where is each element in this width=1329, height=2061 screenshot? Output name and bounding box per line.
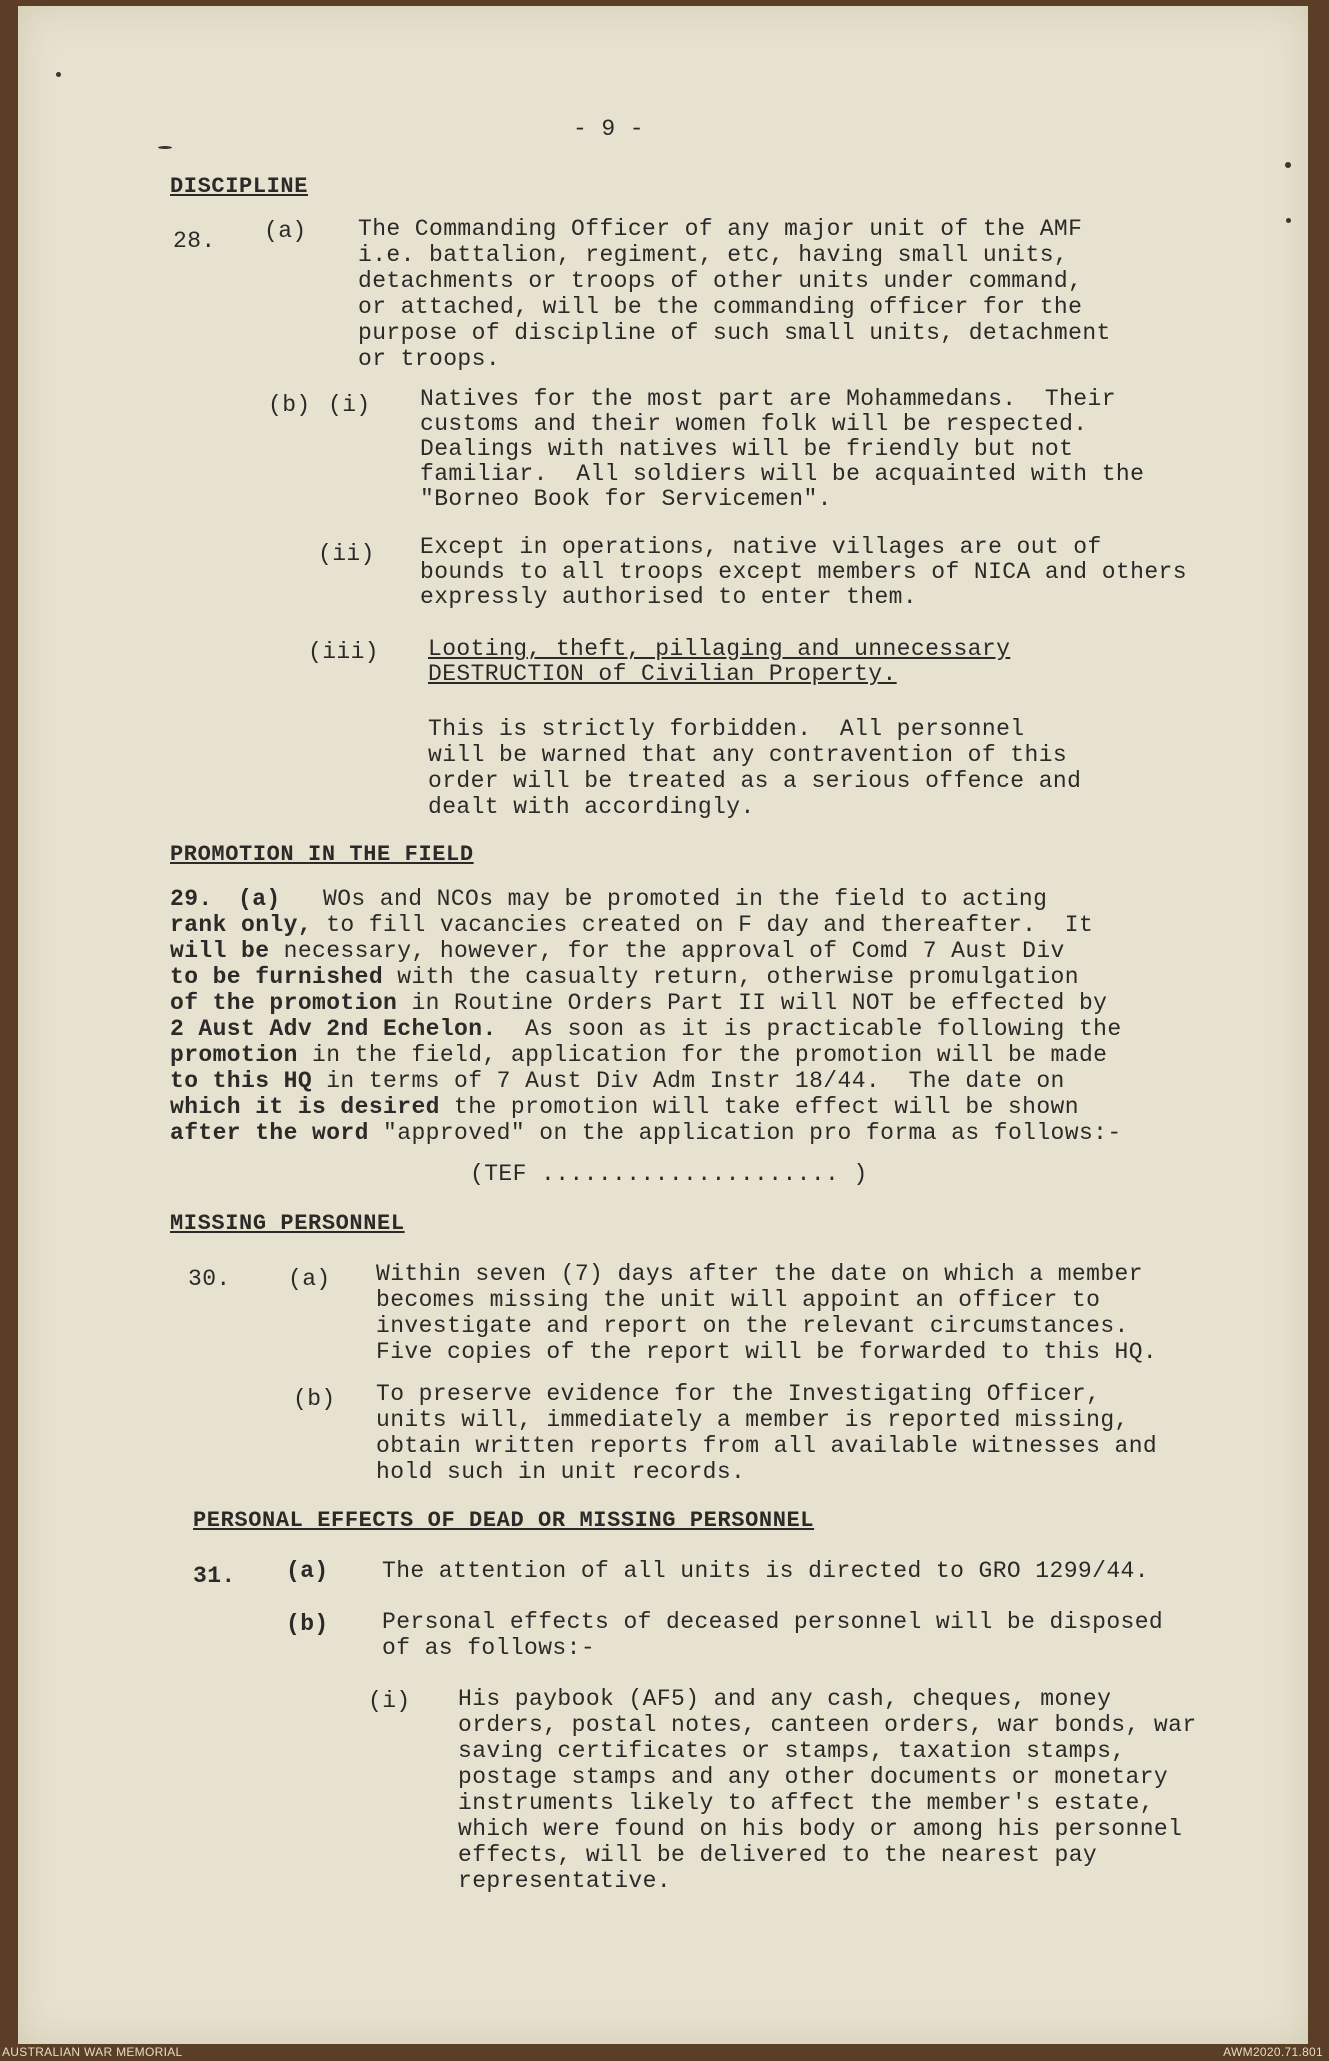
page-number: - 9 -	[573, 116, 645, 142]
paper-speck	[1286, 218, 1291, 223]
text-line	[170, 1094, 1079, 1120]
text-line: Personal effects of deceased personnel will be disposed	[382, 1609, 1164, 1635]
line-text: As soon as it is practicable following the	[496, 1016, 1122, 1042]
text-line: Looting, theft, pillaging and unnecessary	[428, 636, 1011, 662]
form-line: (TEF ..................... )	[470, 1161, 868, 1187]
bold-lead-in: to this HQ	[170, 1068, 313, 1094]
footer-right: AWM2020.71.801	[1223, 2045, 1323, 2059]
text-line: or troops.	[358, 346, 501, 372]
text-line: instruments likely to affect the member's estate,	[458, 1790, 1154, 1816]
text-line: expressly authorised to enter them.	[420, 584, 918, 610]
text-line	[170, 1120, 1122, 1146]
para-30-b-label: (b)	[293, 1386, 336, 1412]
bold-lead-in: after the word	[170, 1120, 369, 1146]
text-line: purpose of discipline of such small units, detachment	[358, 320, 1111, 346]
heading-promotion: PROMOTION IN THE FIELD	[170, 842, 474, 867]
text-line: customs and their women folk will be respected.	[420, 411, 1088, 437]
document-page	[18, 6, 1308, 2044]
text-line: This is strictly forbidden. All personnel	[428, 716, 1025, 742]
line-text: with the casualty return, otherwise promulgation	[383, 964, 1079, 990]
line-text: the promotion will take effect will be shown	[439, 1094, 1079, 1120]
text-line: saving certificates or stamps, taxation stamps,	[458, 1738, 1126, 1764]
heading-missing: MISSING PERSONNEL	[170, 1211, 405, 1236]
para-31-number: 31.	[193, 1563, 236, 1589]
text-line: investigate and report on the relevant circumstances.	[376, 1313, 1129, 1339]
para-28-number: 28.	[173, 228, 216, 254]
text-line: postage stamps and any other documents or monetary	[458, 1764, 1169, 1790]
bold-lead-in: of the promotion	[170, 990, 398, 1016]
para-29-number: 29.	[170, 886, 213, 912]
text-line: His paybook (AF5) and any cash, cheques, money	[458, 1686, 1112, 1712]
line-text: WOs and NCOs may be promoted in the field to acting	[323, 886, 1048, 912]
line-text: to fill vacancies created on F day and thereafter. It	[312, 912, 1094, 938]
para-31-b-i-label: (i)	[368, 1688, 411, 1714]
para-28-b-iii-label: (iii)	[308, 639, 380, 665]
bold-lead-in: will be	[170, 938, 270, 964]
bold-lead-in: rank only,	[170, 912, 313, 938]
heading-discipline: DISCIPLINE	[170, 174, 309, 199]
line-text: necessary, however, for the approval of Comd 7 Aust Div	[269, 938, 1065, 964]
text-line: The Commanding Officer of any major unit of the AMF	[358, 216, 1083, 242]
bold-lead-in: 2 Aust Adv 2nd Echelon.	[170, 1016, 497, 1042]
text-line: i.e. battalion, regiment, etc, having small units,	[358, 242, 1069, 268]
text-line	[170, 1016, 1122, 1042]
para-31-a-label: (a)	[286, 1558, 329, 1584]
para-28-b-i-label: (i)	[328, 392, 371, 418]
para-31-b-label: (b)	[286, 1611, 329, 1637]
text-line: The attention of all units is directed to GRO 1299/44.	[382, 1558, 1149, 1584]
text-line: which were found on his body or among his personnel	[458, 1816, 1183, 1842]
text-line: orders, postal notes, canteen orders, war bonds, war	[458, 1712, 1197, 1738]
text-line: obtain written reports from all available witnesses and	[376, 1433, 1158, 1459]
text-line	[170, 990, 1107, 1016]
line-text: in the field, application for the promotion will be made	[297, 1042, 1108, 1068]
text-line	[170, 912, 1093, 938]
para-29-a-label: (a)	[238, 886, 281, 912]
footer-left: AUSTRALIAN WAR MEMORIAL	[2, 2045, 183, 2059]
para-28-a-label: (a)	[264, 218, 307, 244]
bold-lead-in: to be furnished	[170, 964, 384, 990]
text-line: Five copies of the report will be forwarded to this HQ.	[376, 1339, 1158, 1365]
text-line: dealt with accordingly.	[428, 794, 755, 820]
text-line: becomes missing the unit will appoint an officer to	[376, 1287, 1101, 1313]
heading-personal-effects: PERSONAL EFFECTS OF DEAD OR MISSING PERSONNEL	[193, 1508, 815, 1533]
text-line	[170, 964, 1079, 990]
paper-mark	[158, 146, 172, 149]
text-line: Natives for the most part are Mohammedans. Their	[420, 386, 1116, 412]
page-content	[18, 6, 1308, 2044]
text-line: order will be treated as a serious offence and	[428, 768, 1082, 794]
text-line: detachments or troops of other units under command,	[358, 268, 1083, 294]
bold-lead-in: which it is desired	[170, 1094, 440, 1120]
text-line: "Borneo Book for Servicemen".	[420, 486, 832, 512]
line-text: in Routine Orders Part II will NOT be effected by	[397, 990, 1108, 1016]
text-line: or attached, will be the commanding officer for the	[358, 294, 1083, 320]
text-line: of as follows:-	[382, 1635, 596, 1661]
text-line	[170, 1042, 1107, 1068]
bold-lead-in: promotion	[170, 1042, 298, 1068]
text-line: effects, will be delivered to the nearest pay	[458, 1842, 1098, 1868]
text-line: hold such in unit records.	[376, 1459, 746, 1485]
text-line: Within seven (7) days after the date on which a member	[376, 1261, 1143, 1287]
para-30-a-label: (a)	[288, 1266, 331, 1292]
text-line: To preserve evidence for the Investigating Officer,	[376, 1381, 1101, 1407]
text-line: bounds to all troops except members of NICA and others	[420, 559, 1187, 585]
text-line: Dealings with natives will be friendly but not	[420, 436, 1074, 462]
para-28-b-label: (b)	[268, 392, 311, 418]
line-text: "approved" on the application pro forma as follows:-	[368, 1120, 1122, 1146]
text-line	[170, 938, 1065, 964]
text-line: Except in operations, native villages are out of	[420, 534, 1102, 560]
text-line: will be warned that any contravention of this	[428, 742, 1068, 768]
line-text: in terms of 7 Aust Div Adm Instr 18/44. The date on	[312, 1068, 1065, 1094]
text-line	[323, 886, 1047, 912]
paper-speck	[1285, 162, 1291, 168]
text-line: DESTRUCTION of Civilian Property.	[428, 661, 897, 687]
text-line: units will, immediately a member is reported missing,	[376, 1407, 1129, 1433]
text-line: representative.	[458, 1868, 672, 1894]
para-28-b-ii-label: (ii)	[318, 541, 375, 567]
paper-speck	[56, 72, 61, 77]
text-line: familiar. All soldiers will be acquainted with the	[420, 461, 1145, 487]
para-30-number: 30.	[188, 1266, 231, 1292]
text-line	[170, 1068, 1065, 1094]
